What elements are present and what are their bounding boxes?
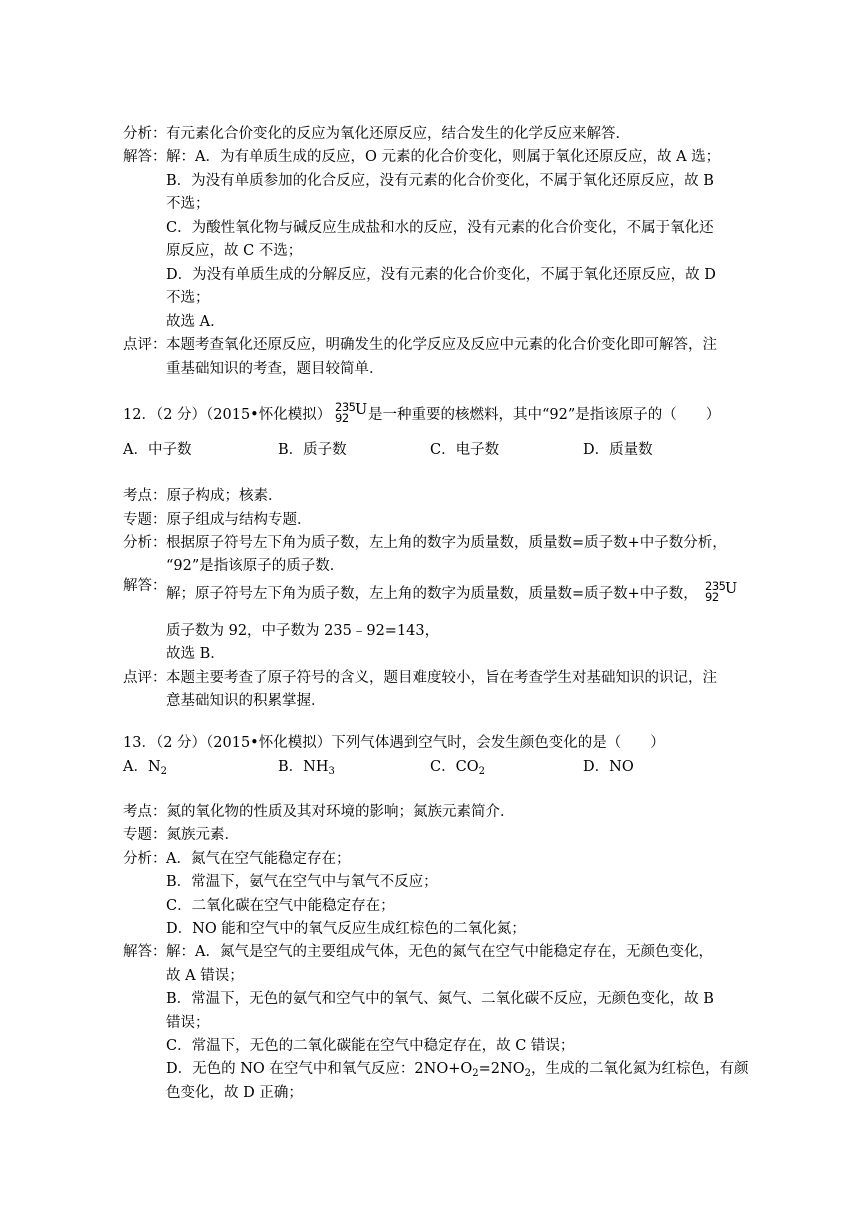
q12-comment-line: 意基础知识的积累掌握． xyxy=(166,693,326,709)
nuclide-mass-number: 235 xyxy=(335,400,356,414)
equation-subscript: 2 xyxy=(472,1068,479,1079)
q13-answer-line: B．常温下，无色的氨气和空气中的氧气、氮气、二氧化碳不反应，无颜色变化，故 B xyxy=(166,991,714,1007)
option-label: B．NH xyxy=(278,759,329,775)
q12-stem-prefix: 12．（2 分）（2015•怀化模拟） xyxy=(123,407,332,423)
q13-zhuanti: 专题：氮族元素． xyxy=(123,827,239,843)
option-label: C．CO xyxy=(430,759,479,775)
option-subscript: 3 xyxy=(328,766,335,777)
equation-subscript: 2 xyxy=(524,1068,531,1079)
q13-answer-tag: 解答： xyxy=(123,944,167,960)
q11-comment-line: 重基础知识的考查，题目较简单． xyxy=(166,361,384,377)
q13-answer-line: 故 A 错误； xyxy=(166,968,244,984)
q11-answer-line: C．为酸性氧化物与碱反应生成盐和水的反应，没有元素的化合价变化，不属于氧化还 xyxy=(166,220,714,236)
q13-answer-line: 错误； xyxy=(166,1015,210,1031)
q12-answer-line: 故选 B． xyxy=(166,646,225,662)
q12-option-b: B．质子数 xyxy=(278,442,347,458)
q12-answer-tag: 解答： xyxy=(123,578,167,594)
q13-analysis-line: C．二氧化碳在空气中能稳定存在； xyxy=(166,898,395,914)
option-subscript: 2 xyxy=(478,766,485,777)
q11-comment-line: 本题考查氧化还原反应，明确发生的化学反应及反应中元素的化合价变化即可解答，注 xyxy=(166,337,717,353)
equation-suffix: ，生成的二氧化氮为红棕色，有颜 xyxy=(530,1061,749,1077)
q11-answer-line: 不选； xyxy=(166,290,210,306)
q13-answer-line: 色变化，故 D 正确； xyxy=(166,1085,303,1101)
q12-analysis-line: 根据原子符号左下角为质子数，左上角的数字为质量数，质量数=质子数+中子数分析， xyxy=(166,535,727,551)
q12-stem-suffix: 是一种重要的核燃料，其中“92”是指该原子的（ ） xyxy=(368,407,721,423)
q12-answer-line: 质子数为 92，中子数为 235﹣92=143， xyxy=(166,623,440,639)
nuclide-atomic-number: 92 xyxy=(335,411,349,425)
q13-kaodian: 考点：氮的氧化物的性质及其对环境的影响；氮族元素简介． xyxy=(123,804,515,820)
q12-analysis-tag: 分析： xyxy=(123,535,167,551)
option-subscript: 2 xyxy=(160,766,168,777)
q11-answer-line: 故选 A． xyxy=(166,314,225,330)
q11-comment-tag: 点评： xyxy=(123,337,167,353)
q13-answer-equation-line xyxy=(166,1059,748,1079)
q12-option-a: A．中子数 xyxy=(123,442,192,458)
q13-analysis-line: D．NO 能和空气中的氧气反应生成红棕色的二氧化氮； xyxy=(166,921,526,937)
q12-zhuanti: 专题：原子组成与结构专题． xyxy=(123,512,312,528)
q11-answer-line: 不选； xyxy=(166,196,210,212)
option-label: D．NO xyxy=(583,759,634,775)
q12-option-c: C．电子数 xyxy=(430,442,500,458)
q12-kaodian: 考点：原子构成；核素． xyxy=(123,488,283,504)
equation-prefix: D．无色的 NO 在空气中和氧气反应：2NO+O xyxy=(166,1061,473,1077)
q13-stem: 13．（2 分）（2015•怀化模拟）下列气体遇到空气时，会发生颜色变化的是（ ） xyxy=(123,735,665,751)
q11-answer-line: 解：A．为有单质生成的反应，O 元素的化合价变化，则属于氧化还原反应，故 A 选； xyxy=(166,149,721,165)
nuclide-element: U xyxy=(355,402,368,418)
equation-middle: =2NO xyxy=(478,1061,525,1077)
nuclide-atomic-number: 92 xyxy=(705,590,719,604)
q12-answer-line: 解；原子符号左下角为质子数，左上角的数字为质量数，质量数=质子数+中子数， xyxy=(166,586,698,602)
q11-analysis-tag: 分析： xyxy=(123,126,167,142)
nuclide-element: U xyxy=(725,581,738,597)
q11-answer-line: B．为没有单质参加的化合反应，没有元素的化合价变化，不属于氧化还原反应，故 B xyxy=(166,173,714,189)
q12-analysis-line: “92”是指该原子的质子数． xyxy=(166,558,345,574)
q12-nuclide-symbol xyxy=(335,400,368,425)
q11-analysis: 有元素化合价变化的反应为氧化还原反应，结合发生的化学反应来解答． xyxy=(166,126,630,142)
q13-analysis-line: A．氮气在空气能稳定存在； xyxy=(166,851,351,867)
option-label: A．N xyxy=(123,759,161,775)
q12-comment-tag: 点评： xyxy=(123,670,167,686)
q13-answer-line: 解：A．氮气是空气的主要组成气体，无色的氮气在空气中能稳定存在，无颜色变化， xyxy=(166,944,713,960)
q13-analysis-line: B．常温下，氨气在空气中与氧气不反应； xyxy=(166,874,438,890)
q13-option-d xyxy=(583,757,634,777)
q13-option-b xyxy=(278,757,335,777)
q13-answer-line: C．常温下，无色的二氧化碳能在空气中稳定存在，故 C 错误； xyxy=(166,1038,575,1054)
q12-answer-nuclide xyxy=(705,579,738,604)
q12-comment-line: 本题主要考查了原子符号的含义，题目难度较小，旨在考查学生对基础知识的识记，注 xyxy=(166,670,717,686)
q11-answer-line: 原反应，故 C 不选； xyxy=(166,243,303,259)
q11-answer-tag: 解答： xyxy=(123,149,167,165)
q13-analysis-tag: 分析： xyxy=(123,851,167,867)
nuclide-mass-number: 235 xyxy=(705,579,726,593)
q13-option-a xyxy=(123,757,167,777)
q12-option-d: D．质量数 xyxy=(583,442,653,458)
q11-answer-line: D．为没有单质生成的分解反应，没有元素的化合价变化，不属于氧化还原反应，故 D xyxy=(166,267,716,283)
q13-option-c xyxy=(430,757,485,777)
